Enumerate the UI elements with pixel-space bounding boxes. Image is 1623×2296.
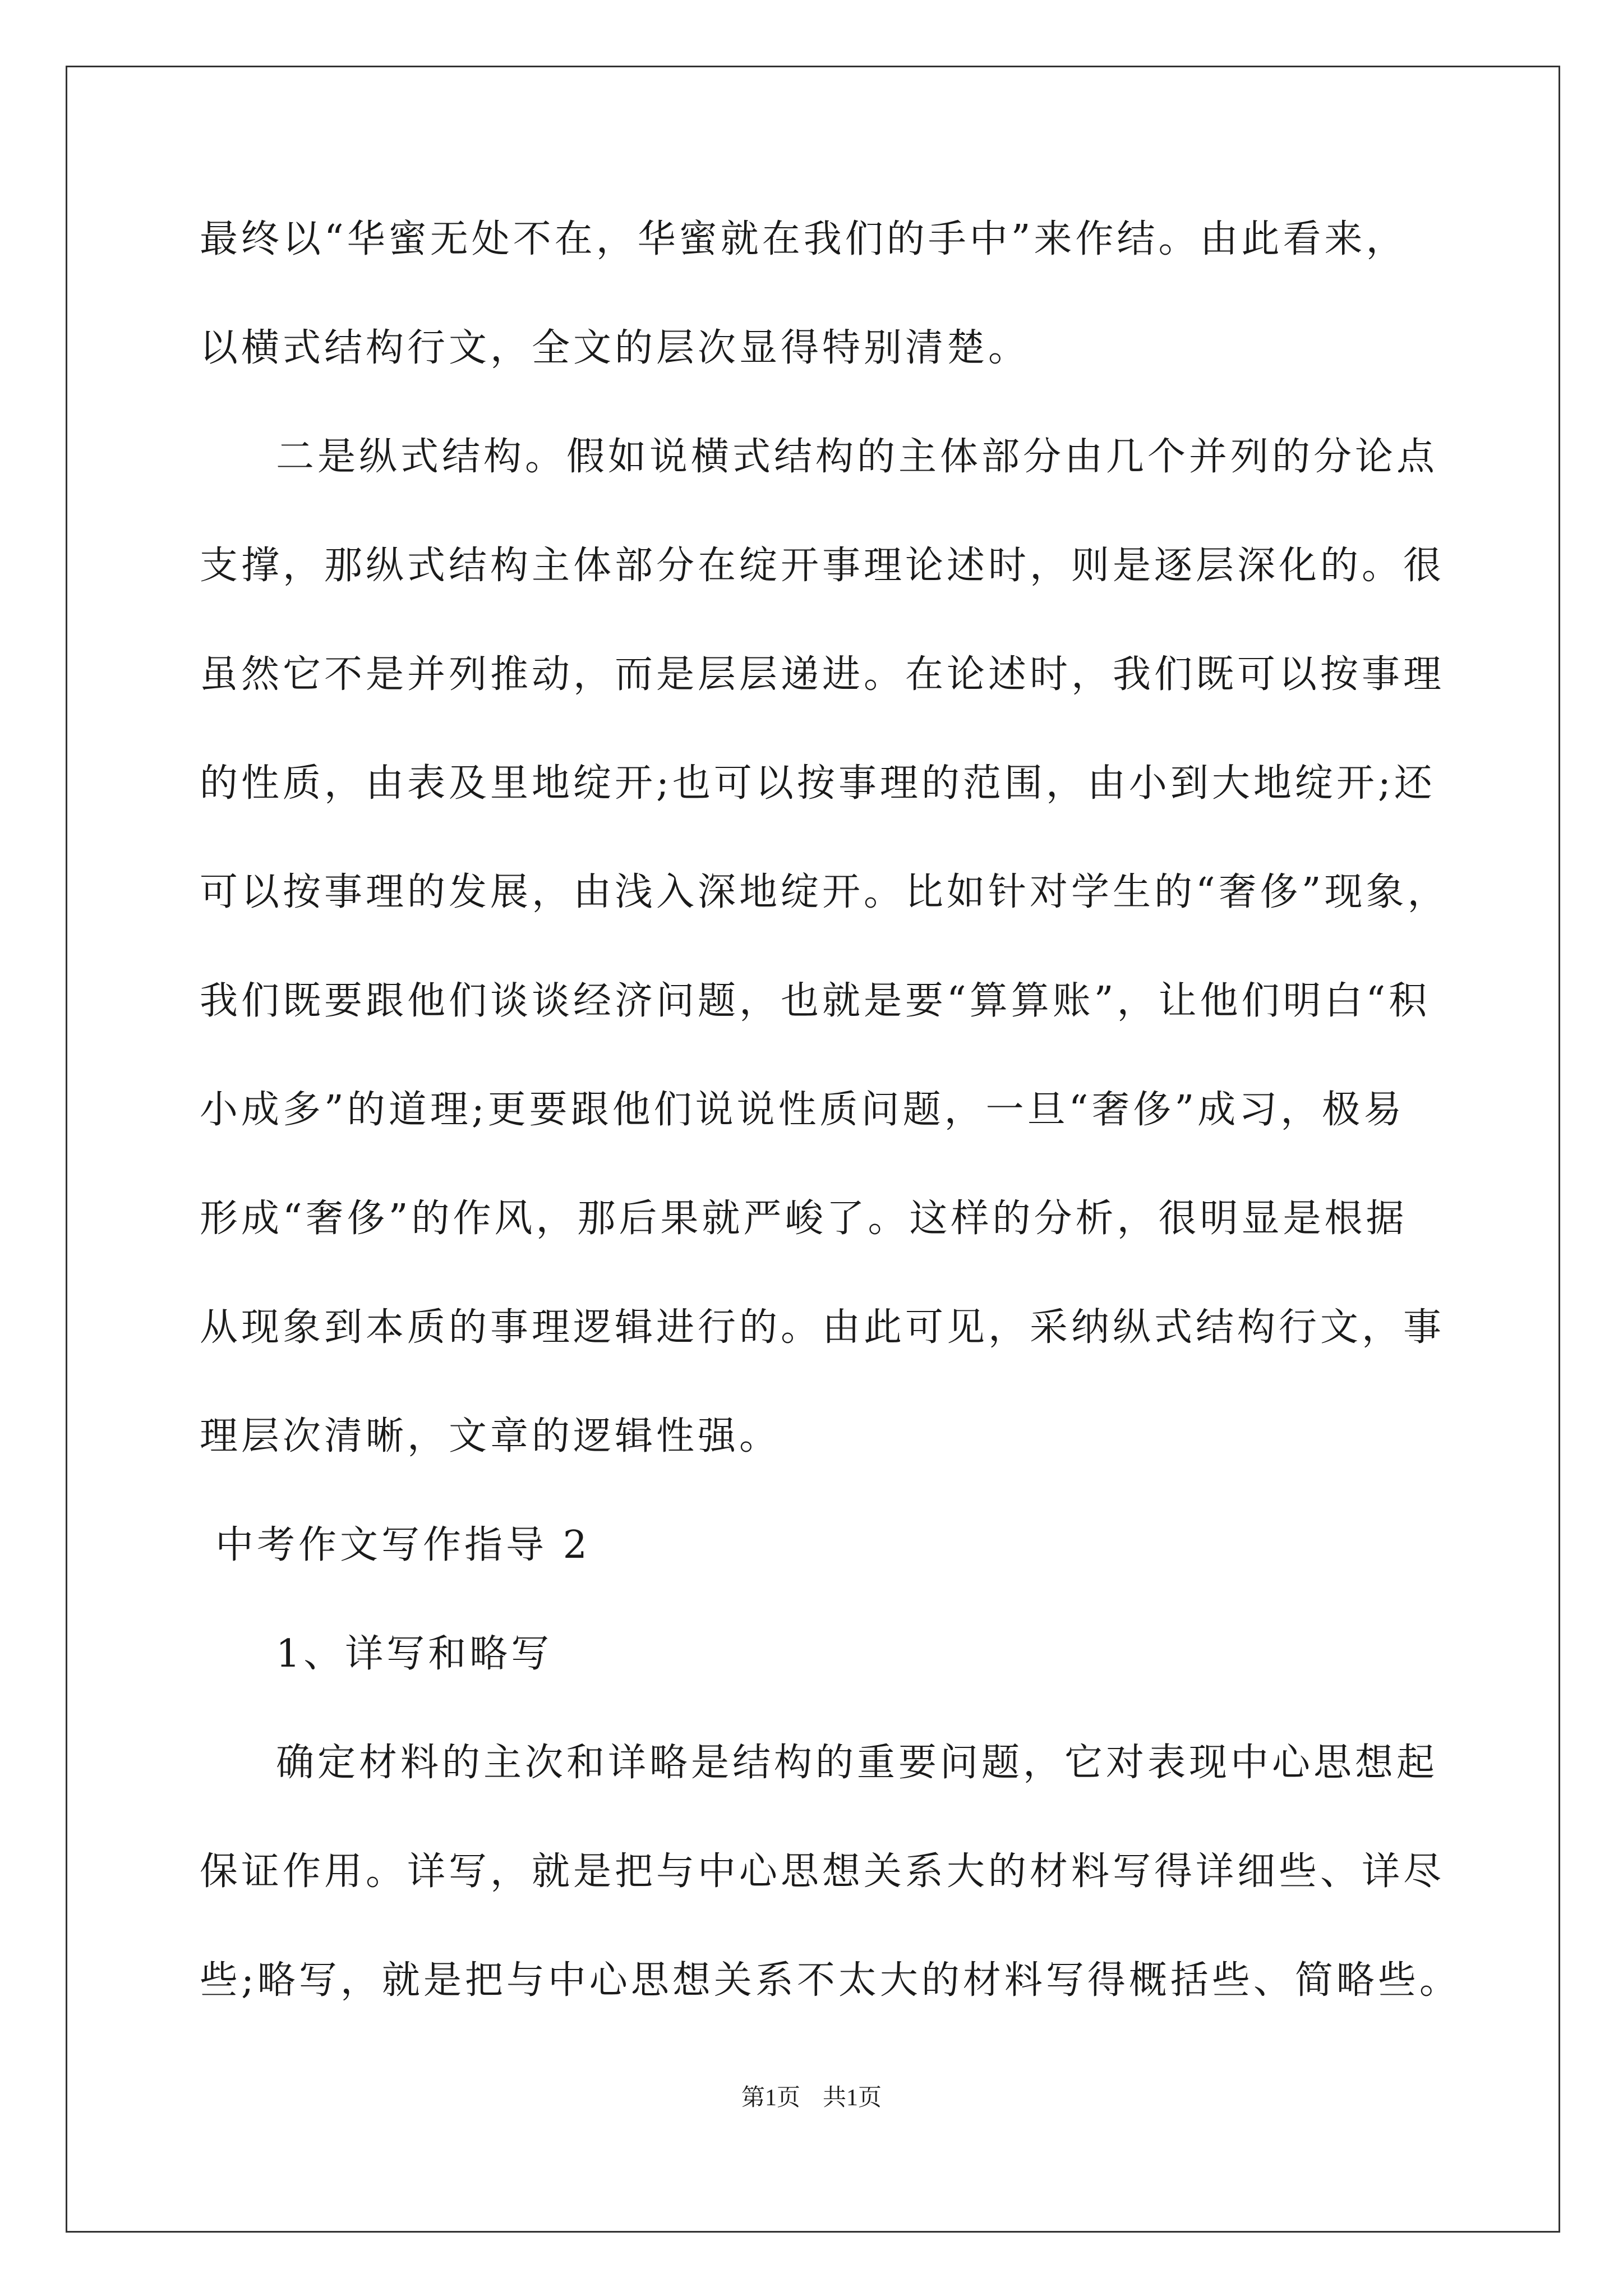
text-line: 最终以“华蜜无处不在，华蜜就在我们的手中”来作结。由此看来，	[200, 217, 1408, 261]
text-line: 形成“奢侈”的作风，那后果就严峻了。这样的分析，很明显是根据	[200, 1197, 1408, 1241]
paragraph-first-line: 二是纵式结构。假如说横式结构的主体部分由几个并列的分论点	[276, 435, 1438, 479]
text-line: 从现象到本质的事理逻辑进行的。由此可见，采纳纵式结构行文，事	[200, 1305, 1445, 1350]
page-footer	[0, 2081, 1623, 2115]
text-line: 些;略写，就是把与中心思想关系不太大的材料写得概括些、简略些。	[200, 1958, 1461, 2003]
text-line: 我们既要跟他们谈谈经济问题，也就是要“算算账”，让他们明白“积	[200, 979, 1431, 1023]
subsection-heading: 1、详写和略写	[276, 1632, 553, 1676]
text-line: 支撑，那纵式结构主体部分在绽开事理论述时，则是逐层深化的。很	[200, 544, 1445, 588]
section-heading: 中考作文写作指导 2	[215, 1523, 591, 1567]
text-line: 虽然它不是并列推动，而是层层递进。在论述时，我们既可以按事理	[200, 652, 1445, 697]
text-line: 以横式结构行文，全文的层次显得特别清楚。	[200, 326, 1030, 370]
text-line: 可以按事理的发展，由浅入深地绽开。比如针对学生的“奢侈”现象，	[200, 870, 1449, 914]
text-line: 理层次清晰，文章的逻辑性强。	[200, 1414, 781, 1458]
text-line: 小成多”的道理;更要跟他们说说性质问题，一旦“奢侈”成习，极易	[200, 1088, 1405, 1132]
text-line: 保证作用。详写，就是把与中心思想关系大的材料写得详细些、详尽	[200, 1849, 1445, 1894]
page-total: 共1页	[823, 2085, 882, 2111]
text-line: 的性质，由表及里地绽开;也可以按事理的范围，由小到大地绽开;还	[200, 761, 1436, 806]
page-border	[66, 66, 1560, 2233]
paragraph-first-line: 确定材料的主次和详略是结构的重要问题，它对表现中心思想起	[276, 1741, 1438, 1785]
page-number: 第1页	[741, 2085, 800, 2111]
